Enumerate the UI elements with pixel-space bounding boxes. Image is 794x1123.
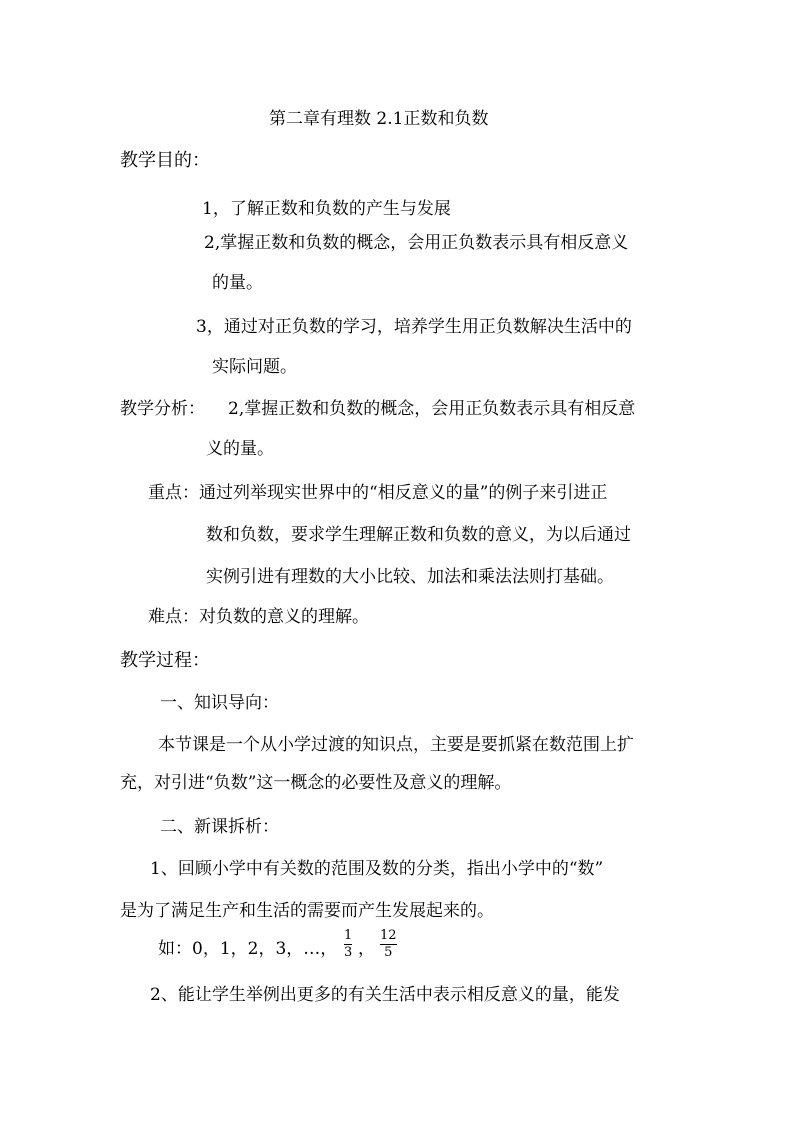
- fraction-2-numerator: 12: [380, 928, 397, 943]
- section-2-heading: 二、新课拆析：: [160, 817, 279, 837]
- objective-2-line-1: 2,掌握正数和负数的概念，会用正负数表示具有相反意义: [204, 233, 629, 253]
- fraction-twelve-fifths: [380, 929, 397, 960]
- page-title: 第二章有理数 2.1正数和负数: [269, 109, 489, 129]
- intro-line-1: 本节课是一个从小学过渡的知识点，主要是要抓紧在数范围上扩: [158, 735, 634, 755]
- item-1-line-2: 是为了满足生产和生活的需要而产生发展起来的。: [120, 901, 494, 921]
- objectives-heading: 教学目的：: [120, 150, 210, 171]
- fraction-1-denominator: 3: [344, 945, 353, 960]
- section-1-heading: 一、知识导向：: [160, 693, 279, 713]
- item-2-line-1: 2、能让学生举例出更多的有关生活中表示相反意义的量，能发: [150, 985, 620, 1005]
- objective-1: 1，了解正数和负数的产生与发展: [202, 199, 451, 219]
- item-1-line-1: 1、回顾小学中有关数的范围及数的分类，指出小学中的“数”: [150, 859, 604, 879]
- key-point-line-3: 实例引进有理数的大小比较、加法和乘法法则打基础。: [206, 567, 614, 587]
- analysis-line-2: 义的量。: [206, 439, 274, 459]
- key-point-line-2: 数和负数，要求学生理解正数和负数的意义，为以后通过: [206, 525, 631, 545]
- difficulty-point: 难点：对负数的意义的理解。: [148, 607, 369, 627]
- example-separator: ，: [358, 939, 375, 959]
- analysis-heading: 教学分析：: [120, 399, 205, 419]
- fraction-one-third: [344, 929, 352, 960]
- fraction-2-denominator: 5: [384, 945, 393, 960]
- objective-3-line-1: 3，通过对正负数的学习，培养学生用正负数解决生活中的: [196, 317, 632, 337]
- fraction-1-numerator: 1: [344, 928, 353, 943]
- process-heading: 教学过程：: [120, 650, 210, 671]
- key-point-line-1: 重点：通过列举现实世界中的“相反意义的量”的例子来引进正: [148, 483, 608, 503]
- example-prefix: 如：0，1，2，3，…，: [158, 939, 338, 959]
- objective-3-line-2: 实际问题。: [212, 357, 297, 377]
- analysis-line-1: 2,掌握正数和负数的概念，会用正负数表示具有相反意: [228, 399, 636, 419]
- objective-2-line-2: 的量。: [212, 273, 263, 293]
- intro-line-2: 充，对引进“负数”这一概念的必要性及意义的理解。: [120, 773, 512, 793]
